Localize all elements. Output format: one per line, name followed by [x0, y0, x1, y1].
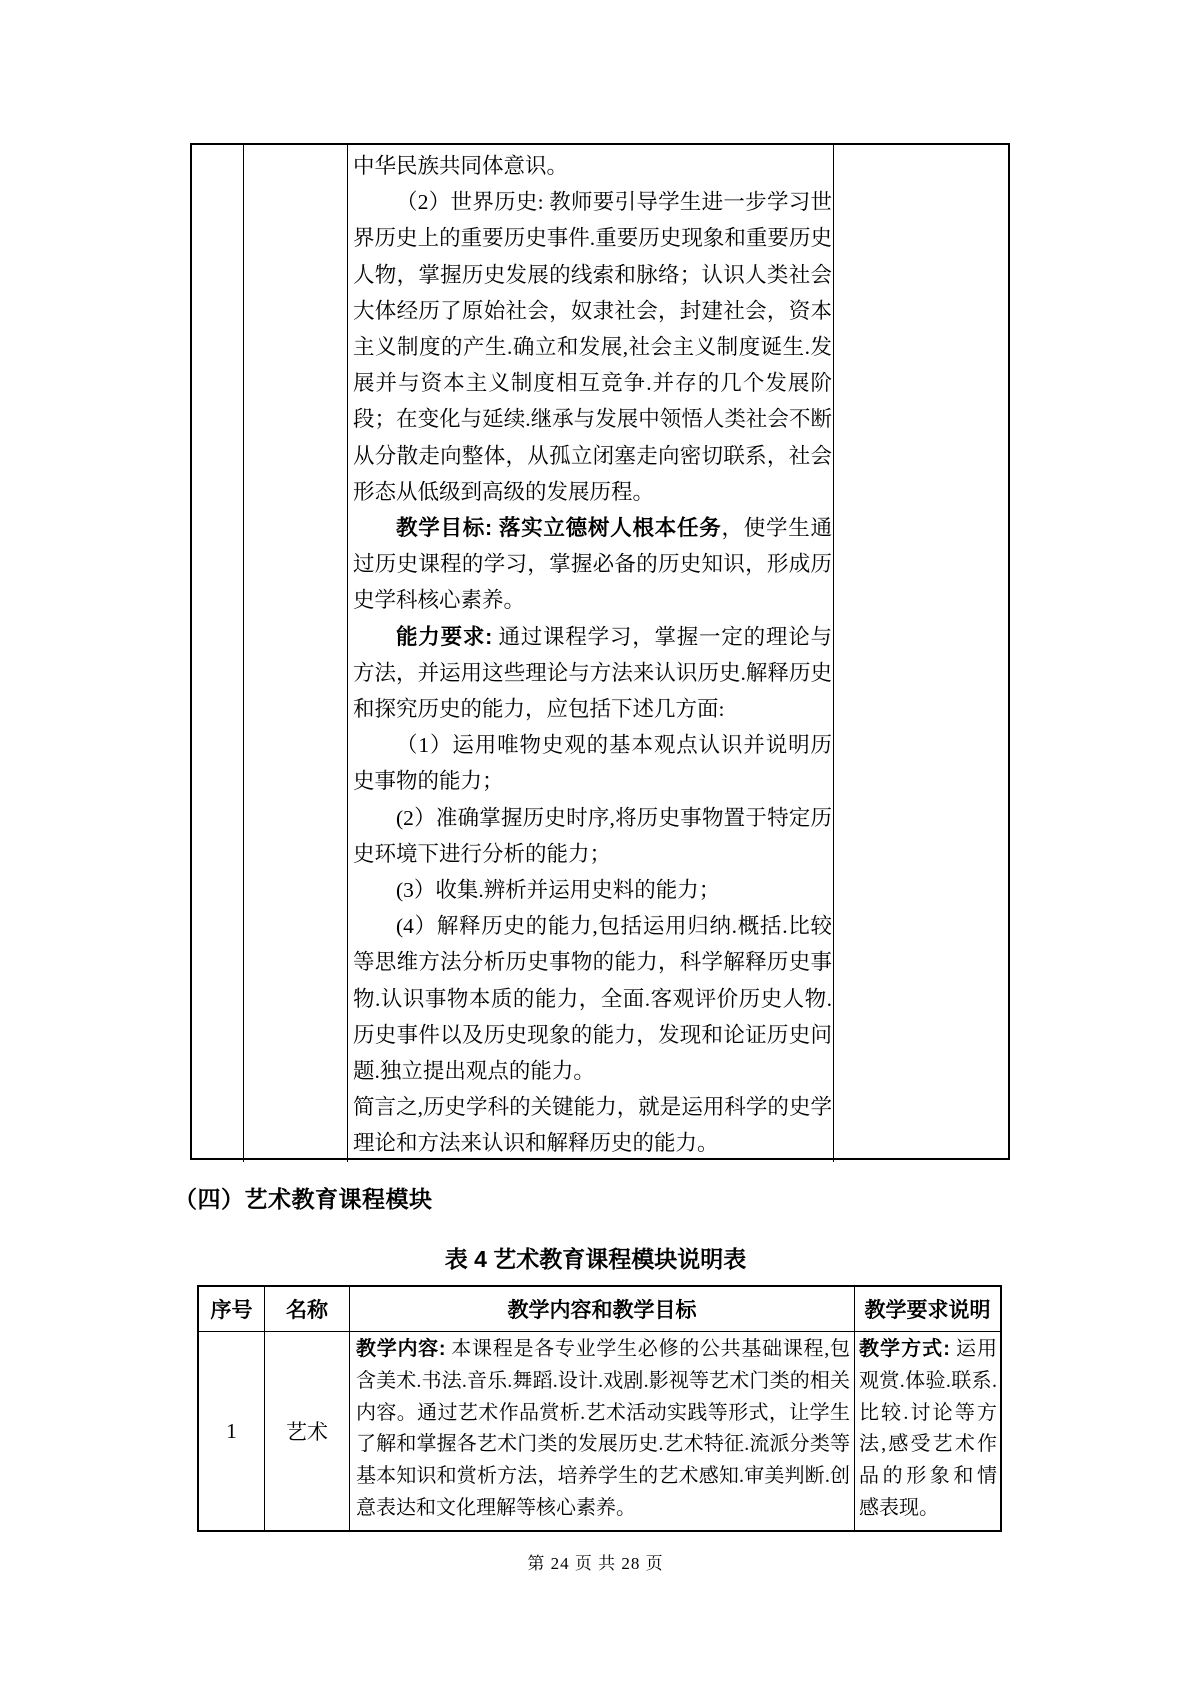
bold-label: 教学内容:	[356, 1338, 446, 1360]
requirement-cell-empty	[834, 145, 1008, 1162]
table-caption: 表 4 艺术教育课程模块说明表	[444, 1246, 747, 1272]
page-footer: 第 24 页 共 28 页	[527, 1554, 664, 1573]
header-content: 教学内容和教学目标	[350, 1287, 855, 1332]
row-name: 艺术	[265, 1332, 350, 1530]
content-paragraph: 能力要求: 通过课程学习，掌握一定的理论与方法，并运用这些理论与方法来认识历史.解释历史和探究历史的能力，应包括下述几方面:	[353, 624, 832, 722]
course-content-cell	[348, 145, 834, 1162]
header-seq: 序号	[199, 1287, 265, 1332]
bold-label: 教学目标: 落实立德树人根本任务	[396, 516, 722, 541]
history-course-table-continuation	[190, 143, 1010, 1160]
seq-cell-empty	[192, 145, 244, 1162]
row-content: 教学内容: 本课程是各专业学生必修的公共基础课程,包含美术.书法.音乐.舞蹈.设计.戏剧.影视等艺术门类的相关内容。通过艺术作品赏析.艺术活动实践等形式，让学生了解和掌握各艺术门类的发展历史.艺术特征.流派分类等基本知识和赏析方法，培养学生的艺术感知.审美判断.创意表达和文化理解等核心素养。	[350, 1332, 855, 1530]
section-heading: （四）艺术教育课程模块	[174, 1186, 433, 1212]
name-cell-empty	[244, 145, 348, 1162]
content-paragraph: 教学目标: 落实立德树人根本任务，使学生通过历史课程的学习，掌握必备的历史知识，形成历史学科核心素养。	[353, 516, 832, 613]
header-name: 名称	[265, 1287, 350, 1332]
bold-label: 能力要求:	[396, 624, 493, 649]
art-course-table	[197, 1285, 1002, 1532]
row-requirement: 教学方式: 运用观赏.体验.联系.比较.讨论等方法,感受艺术作品的形象和情感表现。	[859, 1338, 997, 1519]
content-paragraph: （1）运用唯物史观的基本观点认识并说明历史事物的能力；	[353, 733, 832, 794]
content-paragraph: 简言之,历史学科的关键能力，就是运用科学的史学理论和方法来认识和解释历史的能力。	[353, 1095, 832, 1156]
bold-label: 教学方式:	[859, 1338, 950, 1360]
content-paragraph: (3）收集.辨析并运用史料的能力；	[396, 878, 721, 903]
content-paragraph: （2）世界历史: 教师要引导学生进一步学习世界历史上的重要历史事件.重要历史现象和重要历史人物，掌握历史发展的线索和脉络；认识人类社会大体经历了原始社会，奴隶社会，封建社会，资本主义制度的产生.确立和发展,社会主义制度诞生.发展并与资本主义制度相互竞争.并存的几个发展阶段；在变化与延续.继承与发展中领悟人类社会不断从分散走向整体，从孤立闭塞走向密切联系，社会形态从低级到高级的发展历程。	[353, 190, 832, 504]
content-paragraph: 中华民族共同体意识。	[353, 154, 569, 178]
content-paragraph: (4）解释历史的能力,包括运用归纳.概括.比较等思维方法分析历史事物的能力，科学解释历史事物.认识事物本质的能力，全面.客观评价历史人物.历史事件以及历史现象的能力，发现和论证历史问题.独立提出观点的能力。	[353, 914, 832, 1084]
row-index: 1	[199, 1332, 265, 1530]
content-paragraph: (2）准确掌握历史时序,将历史事物置于特定历史环境下进行分析的能力；	[353, 805, 832, 866]
header-requirement: 教学要求说明	[855, 1287, 1000, 1332]
